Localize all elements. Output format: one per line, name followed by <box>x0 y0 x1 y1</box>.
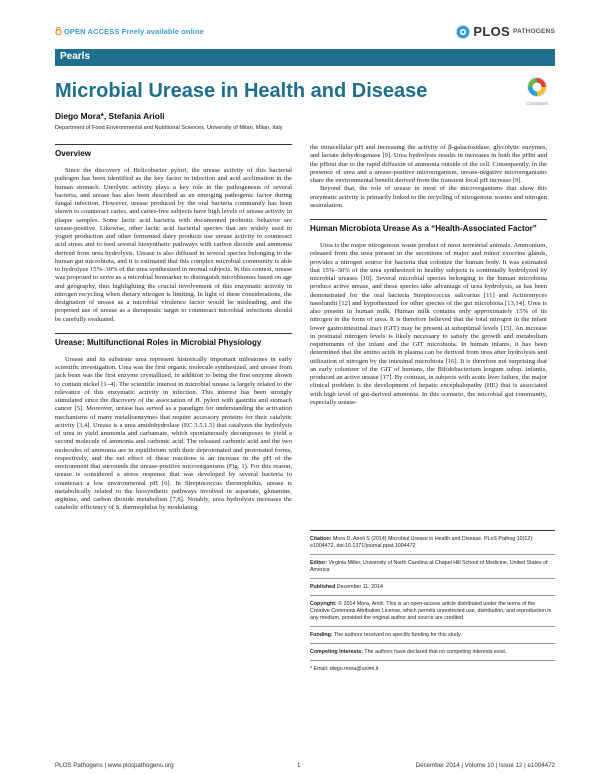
overview-heading: Overview <box>55 149 91 158</box>
authors: Diego Mora*, Stefania Arioli <box>55 111 165 121</box>
published-date: December 11, 2014 <box>336 584 383 590</box>
section-band <box>55 49 555 66</box>
funding-block: Funding: The authors received no specific funding for this study. <box>310 627 555 644</box>
human-microbiota-paragraph: Urea is the major nitrogenous waste product of most terrestrial animals. Ammonium, released from the urea present in the secretions of major and minor exocrine glands, provides a nitrogen source for bacteria that colonize the human body. It was estimated that 15%–30% of the urea synthesized in healthy subjects is continually hydrolyzed by microbial ureases [10]. Several microbial species belonging to the human microbiota produce active urease, and these species take advantage of urea hydrolysis, as has been demonstrated for the oral bacteria Streptococcus salivarius [11] and Actinomyces naeslundii [12] and hypothesized for other species of the gut microbiota [13,14]. Urea is also present in human milk. Human milk contains only approximately 15% of its nitrogen in the form of urea. It is therefore believed that the total nitrogen in the infant lower gastrointestinal tract (GIT) may be present at suboptimal levels [15]. An increase in postnatal nitrogen levels is likely necessary to satisfy the growth and metabolism requirements of the infant and the GIT microbiota. In human infants, it has been determined that the amino acids in plasma can be derived from urea after hydrolysis and utilization of nitrogen by the intestinal microbiota [16]. It is therefore not surprising that an early colonizer of the GIT of humans, the Bifidobacterium longum subsp. infantis, produced an active urease [17]. By contrast, in subjects with acute liver failure, the major clinical problem is the development of hepatic encephalopathy (HE) that is associated with high level of gut-derived ammonia. In this scenario, the microbial gut community, especially urease- <box>310 242 547 406</box>
page-number: 1 <box>297 762 301 769</box>
editor-text: Virginia Miller, University of North Carolina at Chapel Hill School of Medicine, United States of America <box>310 560 548 573</box>
published-block: Published December 11, 2014 <box>310 579 555 596</box>
crossmark-badge[interactable] <box>521 76 553 106</box>
open-access-text: OPEN ACCESS Freely available online <box>64 27 204 36</box>
article-metadata <box>310 530 555 677</box>
editor-block: Editor: Virginia Miller, University of North Carolina at Chapel Hill School of Medicine, United States of America <box>310 555 555 579</box>
copyright-block: Copyright: © 2014 Mora, Arioli. This is an open-access article distributed under the terms of the Creative Commons Attribution License, which permits unrestricted use, distribution, and reproduction in any medium, provided the original author and source are credited. <box>310 596 555 627</box>
beyond-paragraph: Beyond that, the role of urease in most of the microorganisms that show this enzymatic activity is primarily linked to the recycling of nitrogenous wastes and nitrogen assimilation. <box>310 185 547 209</box>
citation-text: Mora D, Arioli S (2014) Microbial Urease in Health and Disease. PLoS Pathog 10(12): e1004472. doi:10.1371/journal.ppat.1004472 <box>310 536 534 549</box>
continued-paragraph: the intracellular pH and increasing the activity of β-galactosidase, glycolytic enzymes, and lactate dehydrogenase [9]. Urea hydrolysis results in increases in both the pHin and the pHout due to the rapid diffusion of ammonia outside of the cell. Consequently, in the presence of urea and a urease-positive microorganism, urease-negative microorganisms share the environmental benefit derived from the transient local pH increase [9]. <box>310 144 547 184</box>
footer-issue: December 2014 | Volume 10 | Issue 12 | e1004472 <box>415 762 555 769</box>
crossmark-icon <box>526 76 548 98</box>
urease-paragraph: Urease and its substrate urea represent historically important milestones in early scientific investigation. Urea was the first organic molecule synthesized, and urease from jack bean was the first enzyme crystallized, in addition to being the first enzyme shown to contain nickel [1–4]. The scientific interest in microbial urease is largely related to the relevance of this enzymatic activity in infection. This interest has been strongly stimulated since the discovery of the association of H. pylori with gastritis and stomach cancer [5]. Moreover, urease has served as a paradigm for understanding the activation mechanisms of many metalloenzymes that require accessory proteins for their catalytic activity [3,4]. Urease is a urea amidohydrolase (EC 3.5.1.5) that catalyzes the hydrolysis of urea to yield ammonia and carbamate, which spontaneously decomposes to yield a second molecule of ammonia and carbonic acid. The released carbonic acid and the two molecules of ammonia are in equilibrium with their deprotonated and protonated forms, respectively, and the net effect of these reactions is an increase in the pH of the environment that surrounds the urease-positive microorganisms (Fig. 1). For this reason, urease is considered a stress response that was developed by several bacteria to counteract a low environmental pH [6]. In Streptococcus thermophilus, urease is metabolically related to the biosynthetic pathways involved in aspartate, glutamine, arginine, and carbon dioxide metabolism [7,8]. Notably, urea hydrolysis increases the catabolic efficiency of S. thermophilus by modulating <box>55 355 292 512</box>
article-title: Microbial Urease in Health and Disease <box>55 80 428 102</box>
human-microbiota-heading: Human Microbiota Urease As a “Health-Associated Factor” <box>310 224 537 233</box>
section-label: Pearls <box>60 51 91 62</box>
urease-heading: Urease: Multifunctional Roles in Microbial Physiology <box>55 337 262 347</box>
copyright-text: © 2014 Mora, Arioli. This is an open-access article distributed under the terms of the Creative Commons Attribution License, which permits unrestricted use, distribution, and reproduction in any medium, provided the original author and source are credited. <box>310 601 552 621</box>
journal-name: PATHOGENS <box>512 28 555 35</box>
email-block <box>310 661 555 677</box>
plos-wordmark: PLOS <box>473 24 510 39</box>
footer-journal: PLOS Pathogens | www.plospathogens.org <box>55 762 174 769</box>
competing-interests-block: Competing Interests: The authors have declared that no competing interests exist. <box>310 644 555 661</box>
left-column <box>55 144 292 513</box>
affiliation: Department of Food Environmental and Nutritional Sciences, University of Milan, Milan, Italy <box>55 125 283 131</box>
plos-logo <box>456 24 555 39</box>
open-access-label <box>55 27 204 36</box>
overview-paragraph: Since the discovery of Helicobacter pylori, the urease activity of this bacterial pathogen has been identified as the key factor in infection and acid acclimation in the human stomach. Ureolytic activity plays a key role in the pathogenesis of several bacteria, and urease has also been described as an emerging pathogenic factor during fungal infection. However, urease produced by the oral bacteria community has been shown to counteract caries, and caries-free subjects have high levels of urease activity in plaque samples. Some lactic acid bacteria with documented probiotic behavior are urease-positive. Likewise, other lactic acid bacterial species that are widely used in yogurt production and other fermented dairy products use urease activity to counteract acid stress and to feed several biosynthetic pathways with carbon dioxide and ammonia derived from urea hydrolysis. Urease is also diffused in several species belonging to the human gut microbiota, and it is estimated that this complex microbial community is able to hydrolyze 15%–30% of the urea synthesized in normal subjects. In this context, urease was proposed to serve as a microbial biomarker to distinguish microbiomes based on age and geography, thus highlighting the crucial involvement of this enzymatic activity in nitrogen recycling when dietary nitrogen is limiting. In light of these considerations, the designation of urease as a microbial virulence factor would be misleading, and the proposed use of urease as a therapeutic target to counteract microbial infections should be carefully evaluated. <box>55 167 292 323</box>
right-column <box>310 144 547 407</box>
plos-logo-icon <box>456 25 470 39</box>
competing-interests-text: The authors have declared that no competing interests exist. <box>364 649 507 655</box>
open-access-icon <box>55 27 62 35</box>
crossmark-label: CrossMark <box>526 101 548 106</box>
author-email[interactable]: * Email: diego.mora@unimi.it <box>310 666 379 672</box>
citation-block: Citation: Mora D, Arioli S (2014) Microbial Urease in Health and Disease. PLoS Pathog 10(12): e1004472. doi:10.1371/journal.ppat.1004472 <box>310 530 555 555</box>
top-bar <box>55 24 555 40</box>
funding-text: The authors received no specific funding for this study. <box>334 632 462 638</box>
